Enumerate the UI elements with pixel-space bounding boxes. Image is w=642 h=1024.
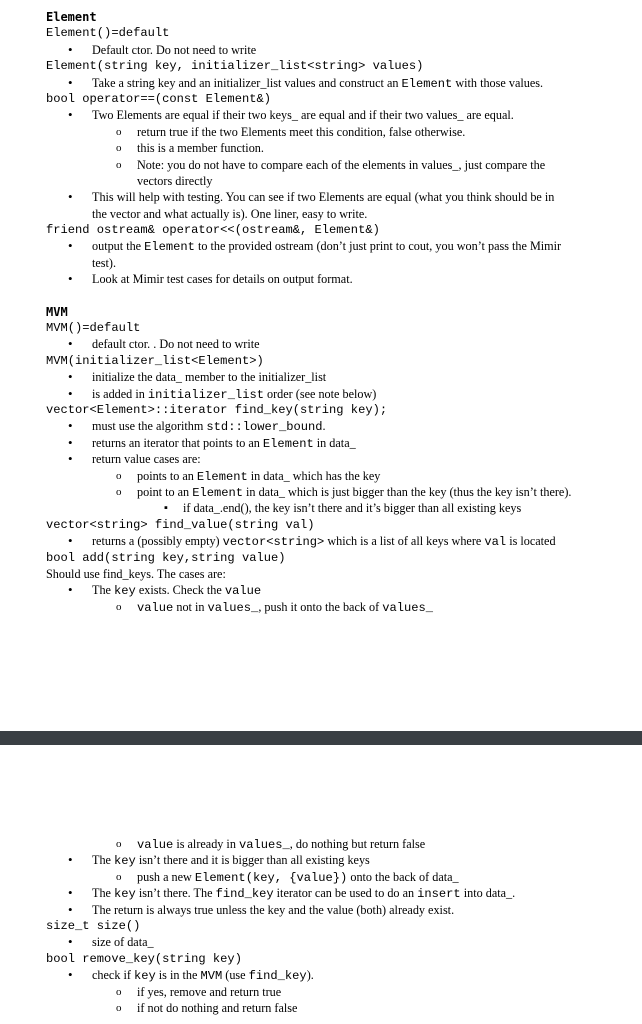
page-1-content — [46, 9, 634, 615]
page-2-content — [46, 836, 634, 1016]
element-output-signature: friend ostream& operator<<(ostream&, Element&) — [46, 223, 380, 238]
add-case-4: • The return is always true unless the key and the value (both) already exist. — [46, 902, 634, 918]
element-ctor-signature: Element(string key, initializer_list<string> values) — [46, 59, 424, 74]
remove-key-sub-1: o if yes, remove and return true — [46, 984, 634, 1000]
find-key-note-2: • returns an iterator that points to an Element in data_ — [46, 435, 634, 451]
find-key-signature: vector<Element>::iterator find_key(string key); — [46, 402, 388, 417]
page-divider-bar — [0, 731, 642, 745]
element-output-note-cont: test). — [92, 255, 117, 270]
add-case-1-sub-1: o value not in values_, push it onto the back of values_ — [46, 599, 634, 615]
document-page-2 — [0, 745, 642, 1024]
element-ctor-note: • Take a string key and an initializer_list values and construct an Element with those values. — [46, 75, 634, 91]
find-key-note-3: • return value cases are: — [46, 451, 634, 467]
element-equality-signature: bool operator==(const Element&) — [46, 91, 271, 106]
find-key-case-3: ▪ if data_.end(), the key isn’t there and it’s bigger than all existing keys — [46, 500, 634, 516]
remove-key-note: • check if key is in the MVM (use find_key). — [46, 967, 634, 983]
size-note: • size of data_ — [46, 934, 634, 950]
find-value-signature: vector<string> find_value(string val) — [46, 517, 315, 532]
mvm-default-ctor-note: • default ctor. . Do not need to write — [46, 336, 634, 352]
element-default-ctor-note: • Default ctor. Do not need to write — [46, 42, 634, 58]
mvm-heading: MVM — [46, 304, 68, 319]
add-intro: Should use find_keys. The cases are: — [46, 566, 226, 581]
add-case-2-sub-1: o push a new Element(key, {value}) onto the back of data_ — [46, 869, 634, 885]
element-output-note: • output the Element to the provided ostream (don’t just print to cout, you won’t pass the Mimir — [46, 238, 634, 254]
mvm-ctor-note-2: • is added in initializer_list order (see note below) — [46, 386, 634, 402]
find-key-note-1: • must use the algorithm std::lower_bound. — [46, 418, 634, 434]
element-equality-subnote-3: o Note: you do not have to compare each of the elements in values_, just compare the — [46, 157, 634, 173]
remove-key-signature: bool remove_key(string key) — [46, 951, 242, 966]
add-case-1-sub-2: o value is already in values_, do nothing but return false — [46, 836, 634, 852]
element-equality-note: • Two Elements are equal if their two keys_ are equal and if their two values_ are equal. — [46, 107, 634, 123]
add-case-1: • The key exists. Check the value — [46, 582, 634, 598]
section-spacer — [46, 288, 634, 304]
element-equality-help: • This will help with testing. You can see if two Elements are equal (what you think should be in — [46, 189, 634, 205]
find-key-case-1: o points to an Element in data_ which has the key — [46, 468, 634, 484]
element-equality-subnote-1: o return true if the two Elements meet this condition, false otherwise. — [46, 124, 634, 140]
element-equality-help-cont: the vector and what actually is). One liner, easy to write. — [92, 206, 368, 221]
mvm-ctor-note-1: • initialize the data_ member to the initializer_list — [46, 369, 634, 385]
add-signature: bool add(string key,string value) — [46, 550, 286, 565]
add-case-3: • The key isn’t there. The find_key iterator can be used to do an insert into data_. — [46, 885, 634, 901]
element-default-ctor-signature: Element()=default — [46, 26, 170, 41]
find-value-note: • returns a (possibly empty) vector<string> which is a list of all keys where val is located — [46, 533, 634, 549]
size-signature: size_t size() — [46, 918, 141, 933]
find-key-case-2: o point to an Element in data_ which is just bigger than the key (thus the key isn’t there). — [46, 484, 634, 500]
add-case-2: • The key isn’t there and it is bigger than all existing keys — [46, 852, 634, 868]
mvm-ctor-signature: MVM(initializer_list<Element>) — [46, 353, 264, 368]
mvm-default-ctor-signature: MVM()=default — [46, 321, 141, 336]
element-equality-subnote-2: o this is a member function. — [46, 140, 634, 156]
remove-key-sub-2: o if not do nothing and return false — [46, 1000, 634, 1016]
element-output-note-2: • Look at Mimir test cases for details on output format. — [46, 271, 634, 287]
element-equality-subnote-3-cont: vectors directly — [137, 173, 213, 188]
element-heading: Element — [46, 10, 97, 24]
